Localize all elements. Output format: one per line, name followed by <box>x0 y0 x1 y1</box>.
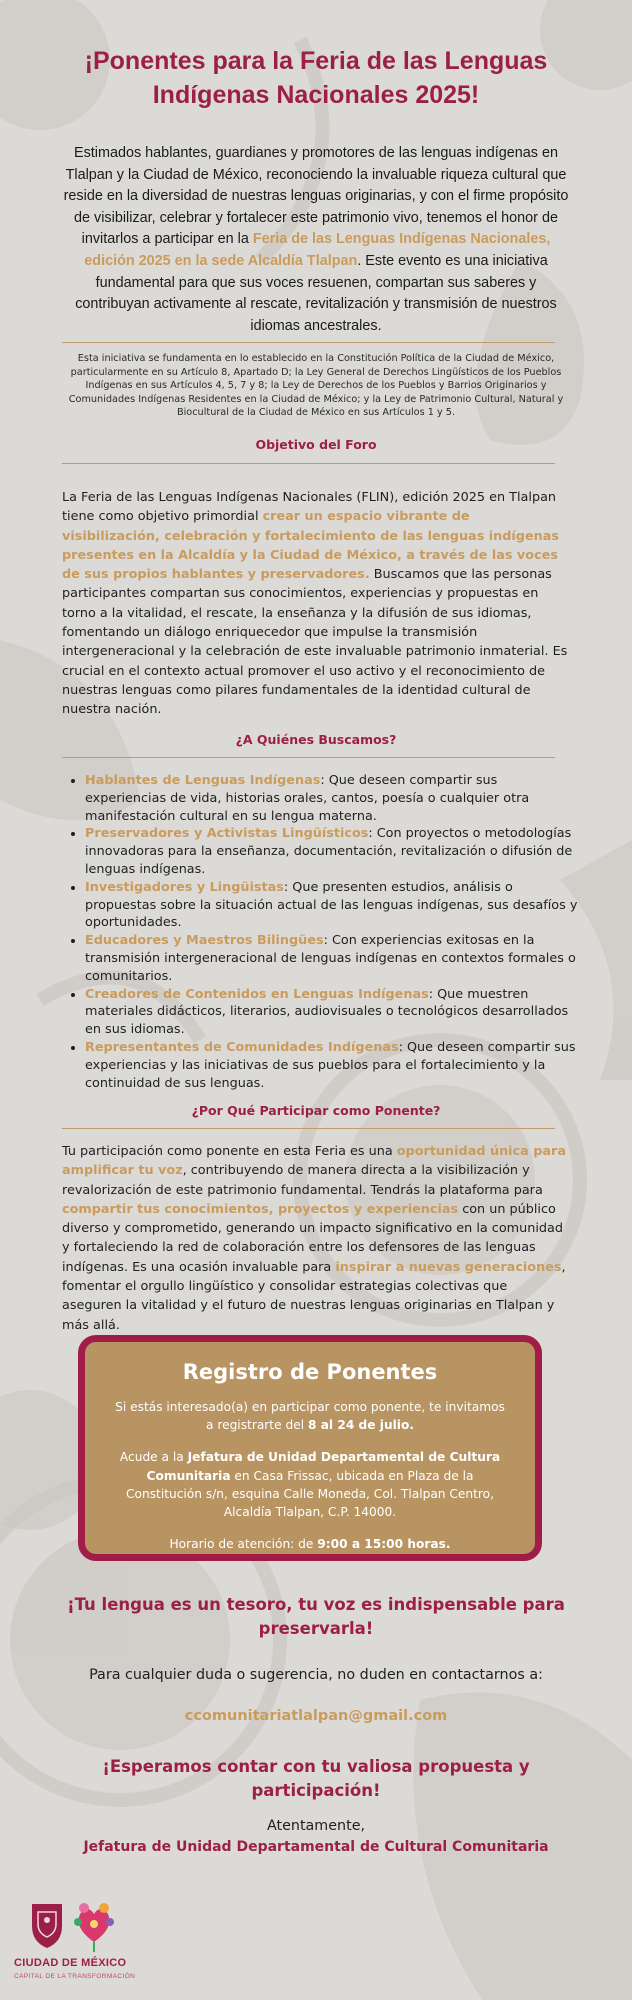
seeking-item-description: : Que deseen compartir sus experiencias y las iniciativas de sus pueblos para el fortalecimiento y la continuidad de sus lenguas. <box>85 1039 576 1091</box>
intro-paragraph <box>62 143 570 337</box>
objective-highlight: crear un espacio vibrante de visibilización, celebración y fortalecimiento de las lenguas indígenas presentes en la Alcaldía y la Ciudad de México, a través de las voces de sus propios hablantes y preservadores. <box>62 509 560 583</box>
why-text: , contribuyendo de manera directa a la visibilización y revalorización de este patrimonio fundamental. Tendrás la plataforma para <box>62 1163 543 1198</box>
divider <box>62 1128 555 1129</box>
contact-email-link[interactable]: ccomunitariatlalpan@gmail.com <box>184 1708 448 1724</box>
seeking-item-description: : Que muestren materiales didácticos, literarios, audiovisuales o tecnológicos desarrollados en sus idiomas. <box>85 986 569 1038</box>
seeking-item-description: : Que presenten estudios, análisis o propuestas sobre la situación actual de las lenguas indígenas, sus desafíos y oportunidades. <box>85 879 578 931</box>
registration-hours-value: 9:00 a 15:00 horas. <box>317 1537 451 1552</box>
seeking-list-item <box>85 1039 580 1092</box>
contact-text: Para cualquier duda o sugerencia, no duden en contactarnos a: <box>89 1667 543 1683</box>
why-heading: ¿Por Qué Participar como Ponente? <box>191 1103 441 1118</box>
slogan: ¡Tu lengua es un tesoro, tu voz es indispensable para preservarla! <box>67 1595 565 1638</box>
department-name: Jefatura de Unidad Departamental de Cultural Comunitaria <box>83 1839 549 1855</box>
registration-heading: Registro de Ponentes <box>182 1360 438 1384</box>
seeking-item-term: Creadores de Contenidos en Lenguas Indígenas <box>85 986 429 1002</box>
seeking-list-item <box>85 772 580 825</box>
objective-paragraph <box>62 488 570 720</box>
why-highlight: inspirar a nuevas generaciones <box>335 1259 562 1275</box>
intro-text-start: Estimados hablantes, guardianes y promotores de las lenguas indígenas en Tlalpan y la Ciudad de México, reconociendo la invaluable riqueza cultural que reside en la diversidad de nuestras lenguas originarias, y con el firme propósito de visibilizar, celebrar y fortalecer este patrimonio vivo, tenemos el honor de invitarlos a participar en la <box>63 145 569 248</box>
why-paragraph <box>62 1142 570 1335</box>
why-text: Tu participación como ponente en esta Feria es una <box>62 1144 397 1159</box>
divider <box>62 757 555 758</box>
registration-text: Horario de atención: de <box>169 1537 318 1552</box>
objective-text-end: Buscamos que las personas participantes compartan sus conocimientos, experiencias y propuestas en torno a la vitalidad, el rescate, la enseñanza y la difusión de sus idiomas, fomentando un diálogo enriquecedor que impulse la transmisión intergeneracional y la celebración de este invaluable patrimonio inmaterial. Es crucial en el contexto actual promover el uso activo y el reconocimiento de nuestras lenguas como pilares fundamentales de la identidad cultural de nuestra nación. <box>62 567 568 718</box>
seeking-item-term: Educadores y Maestros Bilingües <box>85 933 324 949</box>
seeking-heading: ¿A Quiénes Buscamos? <box>235 732 397 747</box>
logo-name: CIUDAD DE MÉXICO <box>14 1957 127 1969</box>
registration-address: en Casa Frissac, ubicada en Plaza de la Constitución s/n, esquina Calle Moneda, Col. Tlalpan Centro, Alcaldía Tlalpan, C.P. 14000. <box>126 1468 494 1520</box>
page-title: ¡Ponentes para la Feria de las Lenguas Indígenas Nacionales 2025! <box>84 47 548 109</box>
floral-heart-emblem-icon <box>74 1903 114 1952</box>
registration-text: Acude a la <box>119 1450 188 1465</box>
objective-text-start: La Feria de las Lenguas Indígenas Nacionales (FLIN), edición 2025 en Tlalpan tiene como objetivo primordial <box>62 490 557 525</box>
legal-basis-text: Esta iniciativa se fundamenta en lo establecido en la Constitución Política de la Ciudad de México, particularmente en su Artículo 8, Apartado D; la Ley General de Derechos Lingüísticos de los Pueblos Indígenas en sus Artículos 4, 5, 7 y 8; la Ley de Derechos de los Pueblos y Barrios Originarios y Comunidades Indígenas Residentes en la Ciudad de México; y la Ley de Patrimonio Cultural, Natural y Biocultural de la Ciudad de México en sus Artículos 1 y 5. <box>68 353 564 419</box>
seeking-item-description: : Con experiencias exitosas en la transmisión intergeneracional de lenguas indígenas en contextos formales o comunitarios. <box>85 933 576 984</box>
signoff: Atentamente, <box>266 1818 366 1834</box>
registration-hours <box>111 1535 509 1553</box>
why-highlight: oportunidad única para amplificar tu voz <box>62 1144 566 1179</box>
intro-highlight: Feria de las Lenguas Indígenas Nacionales, edición 2025 en la sede Alcaldía Tlalpan <box>84 231 551 269</box>
registration-dates <box>111 1398 509 1434</box>
registration-date-range: 8 al 24 de julio. <box>307 1418 414 1433</box>
seeking-list-item <box>85 986 580 1039</box>
seeking-list-item <box>85 879 580 932</box>
logo-tagline: CAPITAL DE LA TRANSFORMACIÓN <box>14 1973 136 1980</box>
cdmx-shield-icon <box>32 1904 62 1948</box>
seeking-item-term: Representantes de Comunidades Indígenas <box>85 1039 399 1055</box>
closing-message: ¡Esperamos contar con tu valiosa propuesta y participación! <box>102 1757 530 1800</box>
why-text: , fomentar el orgullo lingüístico y consolidar estrategias colectivas que aseguren la vitalidad y el futuro de nuestras lenguas originarias en Tlalpan y más allá. <box>62 1259 566 1333</box>
intro-text-end: . Este evento es una iniciativa fundamental para que sus voces resuenen, compartan sus saberes y contribuyan activamente al rescate, revitalización y transmisión de nuestros idiomas ancestrales. <box>75 252 557 334</box>
seeking-list-item <box>85 825 580 878</box>
registration-text: Si estás interesado(a) en participar como ponente, te invitamos a registrarte del <box>115 1400 505 1433</box>
seeking-item-term: Hablantes de Lenguas Indígenas <box>85 773 321 788</box>
why-text: con un público diverso y comprometido, generando un impacto significativo en la comunidad y fortaleciendo la red de colaboración entre los defensores de las lenguas indígenas. Es una ocasión invaluable para <box>62 1201 563 1275</box>
divider <box>62 342 555 343</box>
seeking-list <box>62 772 580 1092</box>
objective-heading: Objetivo del Foro <box>255 437 377 452</box>
registration-box <box>78 1335 542 1561</box>
registration-location <box>111 1448 509 1521</box>
seeking-item-description: : Con proyectos o metodologías innovadoras para la enseñanza, documentación, revitalización o difusión de lenguas indígenas. <box>85 826 573 877</box>
why-highlight: compartir tus conocimientos, proyectos y experiencias <box>62 1201 459 1217</box>
divider <box>62 463 555 464</box>
seeking-item-term: Preservadores y Activistas Lingüísticos <box>85 826 369 842</box>
seeking-list-item <box>85 932 580 985</box>
registration-office: Jefatura de Unidad Departamental de Cultura Comunitaria <box>146 1450 501 1483</box>
seeking-item-term: Investigadores y Lingüistas <box>85 879 284 895</box>
seeking-item-description: : Que deseen compartir sus experiencias de vida, historias orales, cantos, poesía o cualquier otra manifestación cultural en su lengua materna. <box>85 773 530 824</box>
